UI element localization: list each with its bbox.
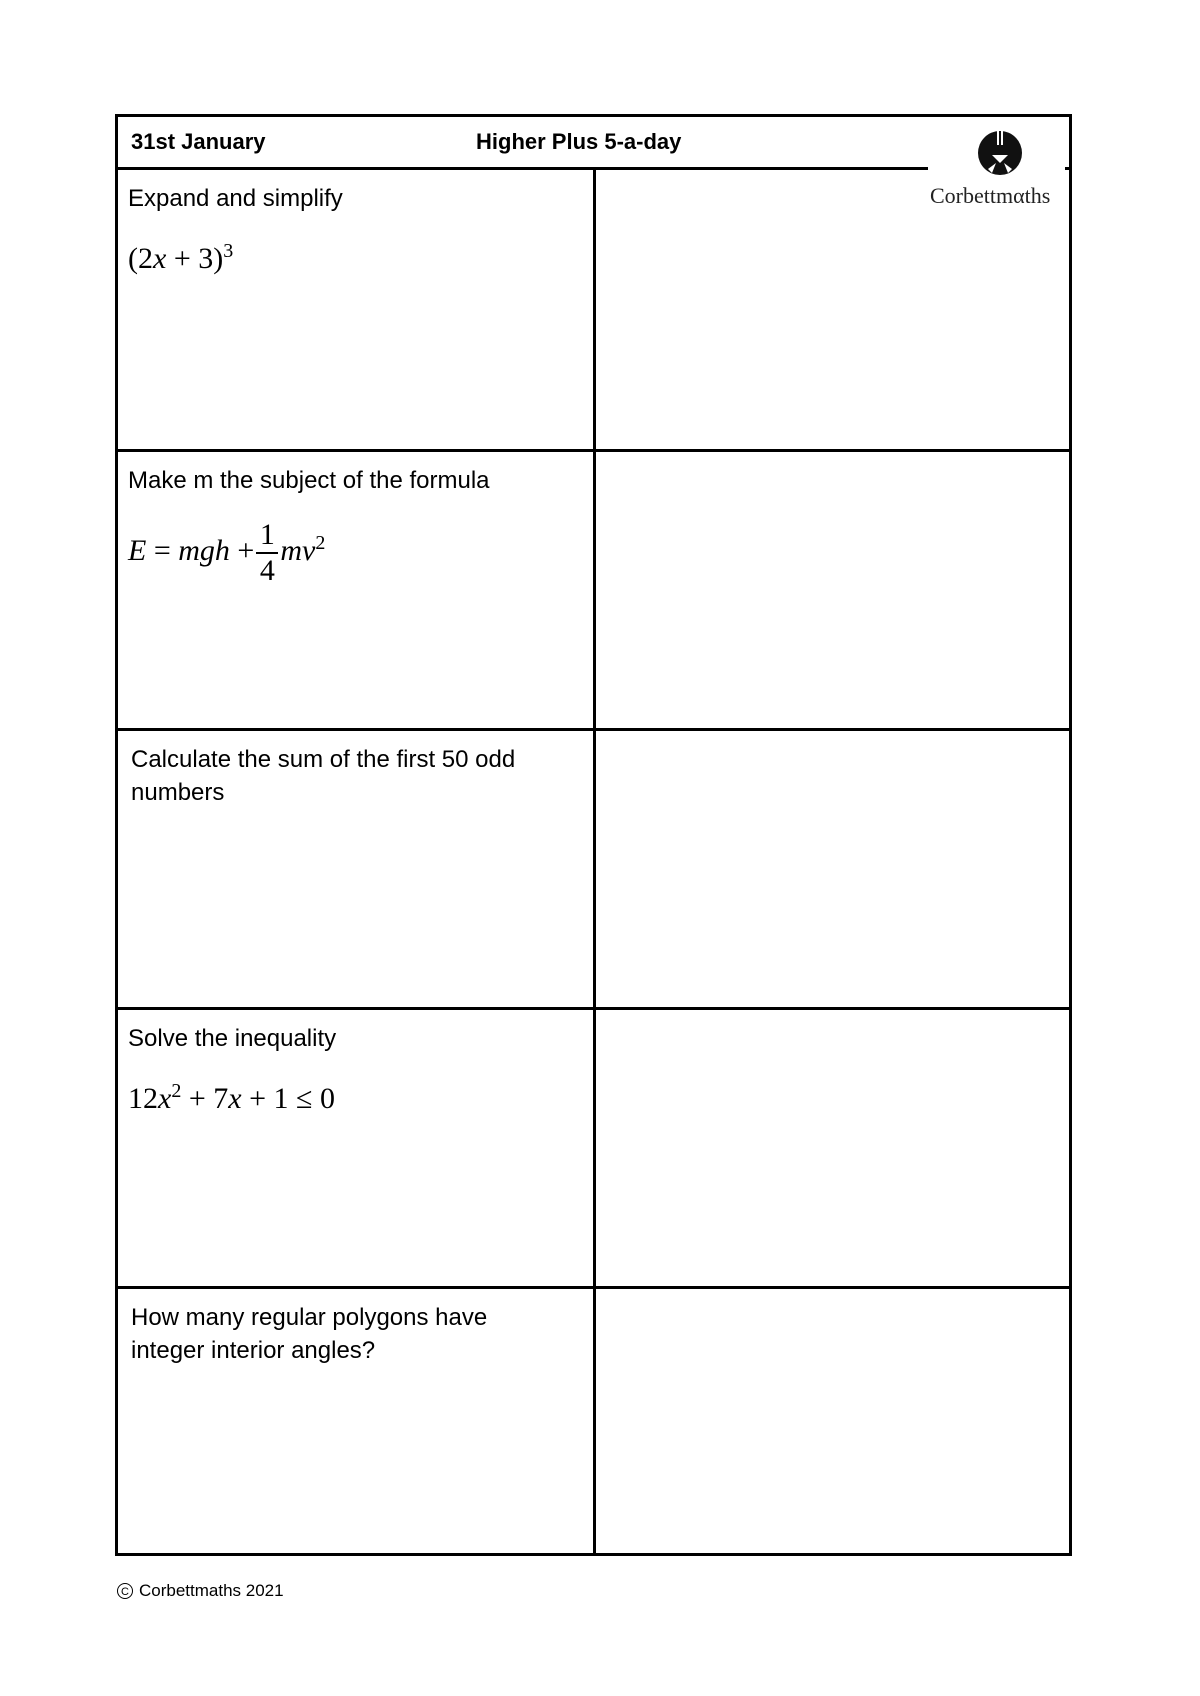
- question-row-5: [118, 1286, 1069, 1556]
- footer-text: Corbettmaths 2021: [139, 1581, 284, 1600]
- footer: [117, 1581, 284, 1601]
- question-row-3: [118, 728, 1069, 1007]
- question-cell-2: [118, 452, 593, 728]
- question-cell-5: [118, 1289, 593, 1556]
- logo-wordmark: Corbettmαths: [930, 183, 1051, 208]
- worksheet: [115, 114, 1072, 1556]
- question-prompt-4: Solve the inequality: [128, 1025, 337, 1052]
- question-cell-3: [118, 731, 593, 1007]
- question-expression-1: $(2x + 3)^3$: [128, 240, 234, 275]
- question-row-2: [118, 449, 1069, 728]
- answer-space-5[interactable]: [596, 1289, 1069, 1556]
- question-cell-4: [118, 1010, 593, 1286]
- question-prompt-1: Expand and simplify: [128, 185, 343, 212]
- question-expression-4: $12x^2 + 7x + 1 \le 0$: [128, 1080, 335, 1115]
- worksheet-date: 31st January: [131, 129, 266, 154]
- answer-space-3[interactable]: [596, 731, 1069, 1007]
- question-cell-1: [118, 170, 593, 449]
- question-row-4: [118, 1007, 1069, 1286]
- question-grid: [118, 170, 1069, 1553]
- answer-space-4[interactable]: [596, 1010, 1069, 1286]
- copyright-icon: C: [117, 1583, 133, 1599]
- question-prompt-2: Make m the subject of the formula: [128, 467, 490, 494]
- question-prompt-3: Calculate the sum of the first 50 odd numbers: [131, 746, 516, 806]
- answer-space-1[interactable]: [596, 170, 1069, 449]
- question-prompt-5: How many regular polygons have integer interior angles?: [131, 1304, 488, 1364]
- worksheet-title: Higher Plus 5-a-day: [476, 129, 682, 154]
- question-row-1: [118, 170, 1069, 449]
- answer-space-2[interactable]: [596, 452, 1069, 728]
- question-expression-2: E = mgh + $\frac{1}{4}$ $mv^2$: [128, 518, 326, 587]
